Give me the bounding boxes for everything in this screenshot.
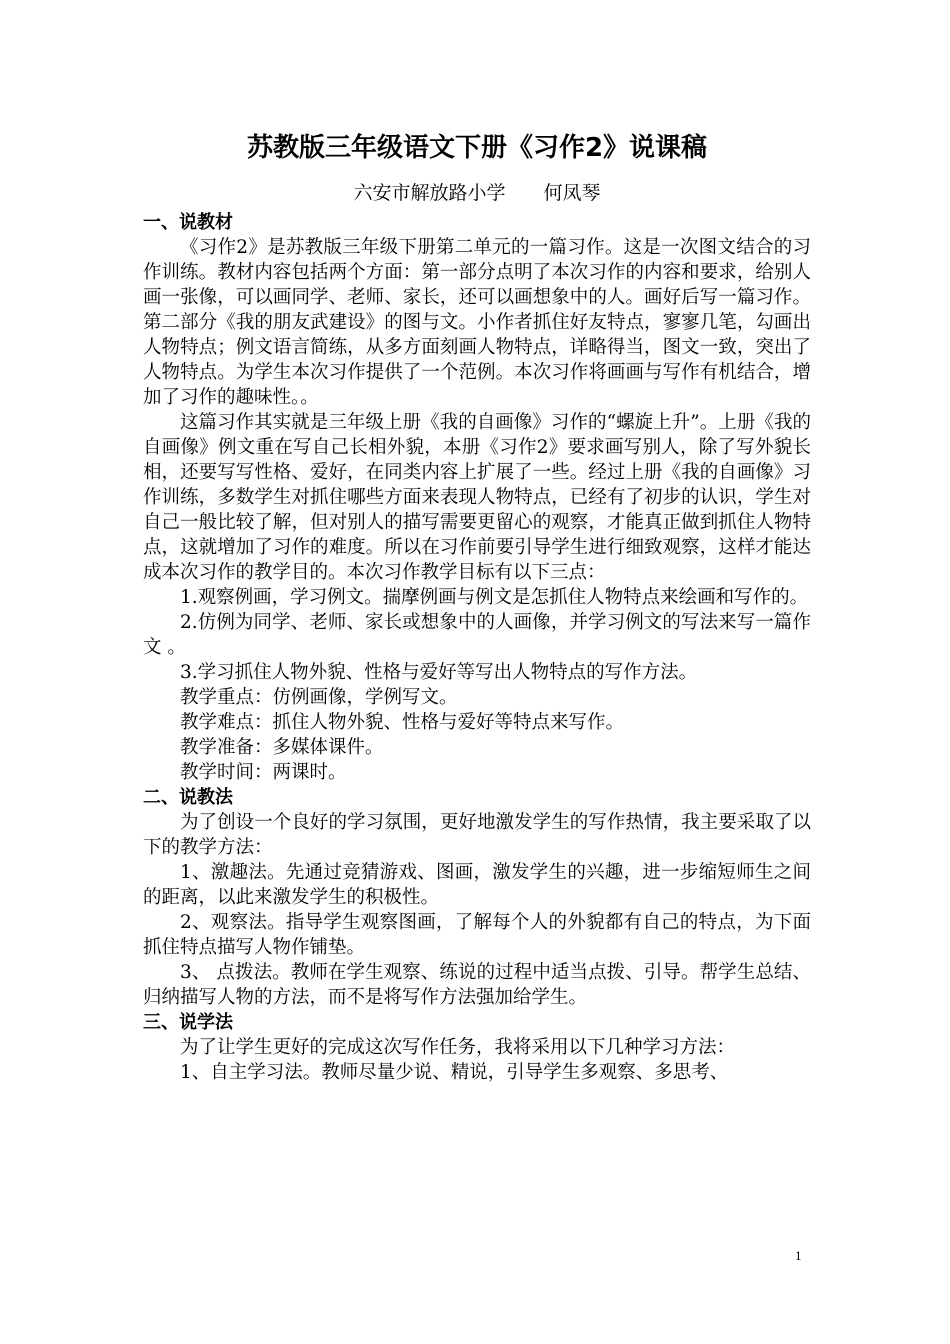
paragraph: 2.仿例为同学、老师、家长或想象中的人画像，并学习例文的写法来写一篇作文 。 [143,612,811,658]
document-title: 苏教版三年级语文下册《习作2》说课稿 [246,133,708,163]
paragraph: 1、激趣法。先通过竞猜游戏、图画，激发学生的兴趣，进一步缩短师生之间的距离，以此来激发学生的积极性。 [143,862,811,908]
section-heading: 一、说教材 [143,212,233,233]
paragraph: 《习作2》是苏教版三年级下册第二单元的一篇习作。这是一次图文结合的习作训练。教材内容包括两个方面：第一部分点明了本次习作的内容和要求，给别人画一张像，可以画同学、老师、家长，还可以画想象中的人。画好后写一篇习作。第二部分《我的朋友武建设》的图与文。小作者抓住好友特点，寥寥几笔，勾画出人物特点；例文语言简练，从多方面刻画人物特点，详略得当，图文一致，突出了人物特点。为学生本次习作提供了一个范例。本次习作将画画与写作有机结合，增加了习作的趣味性。。 [143,237,811,408]
page-number: 1 [795,1248,802,1263]
section-learning-methods [143,1010,811,1085]
paragraph: 为了创设一个良好的学习氛围，更好地激发学生的写作热情，我主要采取了以下的教学方法： [143,812,811,858]
paragraph: 3、 点拨法。教师在学生观察、练说的过程中适当点拨、引导。帮学生总结、归纳描写人物的方法，而不是将写作方法强加给学生。 [143,962,811,1008]
paragraph: 2、观察法。指导学生观察图画，了解每个人的外貌都有自己的特点，为下面抓住特点描写人物作铺垫。 [143,912,811,958]
section-heading: 三、说学法 [143,1012,233,1033]
paragraph: 教学难点：抓住人物外貌、性格与爱好等特点来写作。 [180,712,625,733]
section-textbook [143,210,811,785]
document-author: 六安市解放路小学 何凤琴 [353,182,601,204]
paragraph: 1、自主学习法。教师尽量少说、精说，引导学生多观察、多思考、 [180,1062,729,1083]
paragraph: 教学准备：多媒体课件。 [180,737,384,758]
section-heading: 二、说教法 [143,787,233,808]
paragraph: 教学时间：两课时。 [180,762,347,783]
paragraph: 为了让学生更好的完成这次写作任务，我将采用以下几种学习方法： [180,1037,736,1058]
section-teaching-methods [143,785,811,1010]
paragraph: 3.学习抓住人物外貌、性格与爱好等写出人物特点的写作方法。 [180,662,698,683]
paragraph: 这篇习作其实就是三年级上册《我的自画像》习作的“螺旋上升”。上册《我的自画像》例文重在写自己长相外貌，本册《习作2》要求画写别人，除了写外貌长相，还要写写性格、爱好，在同类内容上扩展了一些。经过上册《我的自画像》习作训练，多数学生对抓住哪些方面来表现人物特点，已经有了初步的认识，学生对自己一般比较了解，但对别人的描写需要更留心的观察，才能真正做到抓住人物特点，这就增加了习作的难度。所以在习作前要引导学生进行细致观察，这样才能达成本次习作的教学目的。本次习作教学目标有以下三点： [143,412,811,583]
document-page [143,130,811,1085]
paragraph: 教学重点：仿例画像，学例写文。 [180,687,458,708]
paragraph: 1.观察例画，学习例文。揣摩例画与例文是怎抓住人物特点来绘画和写作的。 [180,587,809,608]
